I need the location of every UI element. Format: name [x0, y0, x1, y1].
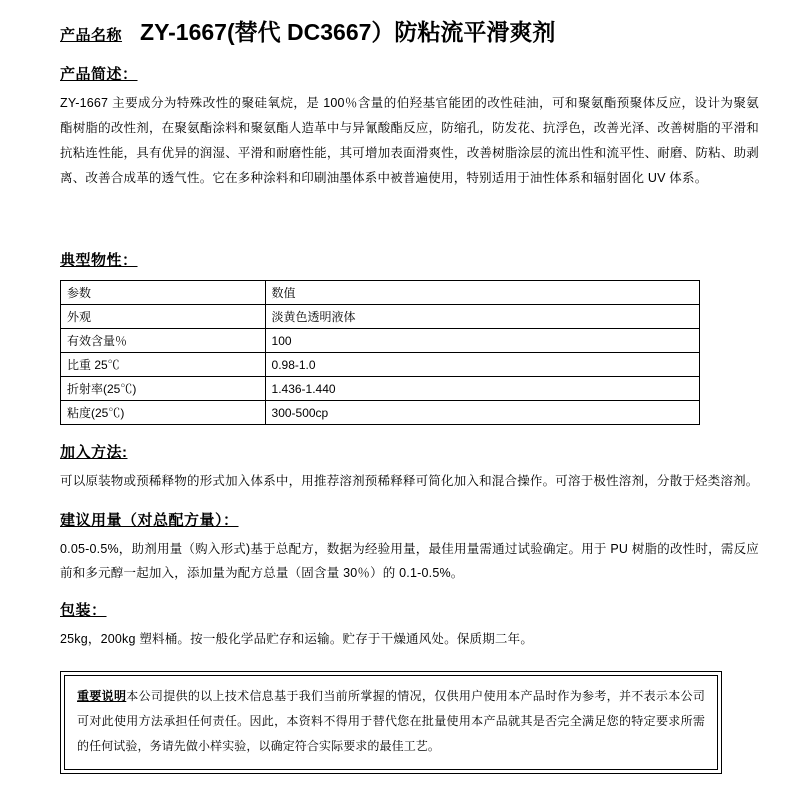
- table-row: [61, 329, 700, 353]
- table-cell-value: 1.436-1.440: [265, 377, 699, 401]
- table-cell-param: 粘度(25℃): [61, 401, 266, 425]
- table-cell-value: 100: [265, 329, 699, 353]
- table-column-header: 参数: [61, 281, 266, 305]
- section-text-intro: ZY-1667 主要成分为特殊改性的聚硅氧烷，是 100％含量的伯羟基官能团的改性硅油，可和聚氨酯预聚体反应，设计为聚氨酯树脂的改性剂，在聚氨酯涂料和聚氨酯人造革中与异氰酸酯反应，防缩孔，防发花、抗浮色，改善光泽、改善树脂的平滑和抗粘连性能，具有优异的润湿、平滑和耐磨性能，其可增加表面滑爽性，改善树脂涂层的流出性和流平性、耐磨、防粘、助剥离、改善合成革的透气性。它在多种涂料和印刷油墨体系中被普遍使用，特别适用于油性体系和辐射固化 UV 体系。: [60, 96, 759, 185]
- table-row: [61, 377, 700, 401]
- table-header-row: [61, 281, 700, 305]
- section-heading-dosage: 建议用量（对总配方量）：: [60, 512, 239, 529]
- section-heading-properties: 典型物性：: [60, 252, 138, 269]
- table-cell-value: 淡黄色透明液体: [265, 305, 699, 329]
- page-title: ZY-1667(替代 DC3667）防粘流平滑爽剂: [140, 19, 556, 45]
- table-cell-param: 外观: [61, 305, 266, 329]
- table-row: [61, 353, 700, 377]
- notice-text-wrapper: [77, 684, 705, 759]
- product-name-label: 产品名称: [60, 27, 123, 44]
- table-cell-value: 0.98-1.0: [265, 353, 699, 377]
- spacer: [60, 191, 759, 233]
- section-heading-addition: 加入方法:: [60, 444, 128, 461]
- section-heading-intro: 产品简述：: [60, 66, 138, 83]
- important-notice-box: [60, 671, 722, 774]
- table-cell-value: 300-500cp: [265, 401, 699, 425]
- product-header: [60, 14, 759, 47]
- section-text-addition: 可以原装物或预稀释物的形式加入体系中，用推荐溶剂预稀释释可简化加入和混合操作。可溶于极性溶剂，分散于烃类溶剂。: [60, 474, 759, 488]
- table-row: [61, 401, 700, 425]
- properties-table: [60, 280, 700, 425]
- notice-strong-label: 重要说明: [77, 689, 127, 703]
- section-text-dosage: 0.05-0.5%，助剂用量（购入形式)基于总配方，数据为经验用量，最佳用量需通过试验确定。用于 PU 树脂的改性时，需反应前和多元醇一起加入，添加量为配方总量（固含量 30％）的 0.1-0.5%。: [60, 542, 759, 580]
- table-row: [61, 305, 700, 329]
- table-cell-param: 有效含量％: [61, 329, 266, 353]
- table-cell-param: 比重 25℃: [61, 353, 266, 377]
- table-cell-param: 折射率(25℃): [61, 377, 266, 401]
- notice-text: 本公司提供的以上技术信息基于我们当前所掌握的情况，仅供用户使用本产品时作为参考，并不表示本公司可对此使用方法承担任何责任。因此，本资料不得用于替代您在批量使用本产品就其是否完全满足您的特定要求所需的任何试验，务请先做小样实验，以确定符合实际要求的最佳工艺。: [77, 689, 705, 753]
- section-text-packaging: 25kg，200kg 塑料桶。按一般化学品贮存和运输。贮存于干燥通风处。保质期二年。: [60, 632, 534, 646]
- section-heading-packaging: 包装：: [60, 602, 107, 619]
- table-column-header: 数值: [265, 281, 699, 305]
